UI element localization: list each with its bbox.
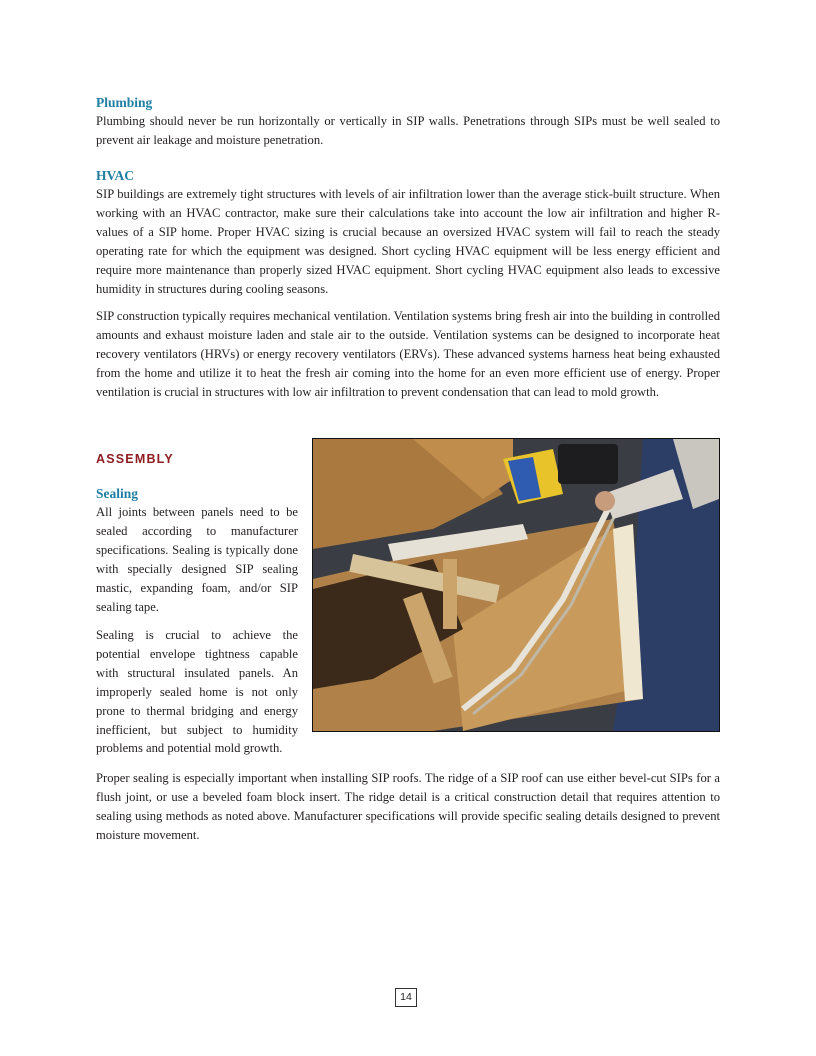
sip-roof-sealing-photo (312, 438, 720, 732)
photo-illustration (313, 439, 719, 731)
sealing-heading: Sealing (96, 486, 139, 501)
plumbing-heading: Plumbing (96, 95, 153, 110)
hvac-heading: HVAC (96, 168, 135, 183)
assembly-heading: ASSEMBLY (96, 452, 174, 466)
hvac-paragraph-2: SIP construction typically requires mechanical ventilation. Ventilation systems bring fresh air into the building in controlled amounts and exhaust moisture laden and stale air to the outside. Ventilation systems can be designed to incorporate heat recovery ventilators (HRVs) or energy recovery ventilators (ERVs). These advanced systems harness heat being exhausted from the home and utilize it to heat the fresh air coming into the home for an even more efficient use of energy. Proper ventilation is crucial in structures with low air infiltration to prevent condensation that can lead to mold growth. (96, 309, 720, 399)
sealing-paragraph-3: Proper sealing is especially important when installing SIP roofs. The ridge of a SIP roof can use either bevel-cut SIPs for a flush joint, or use a beveled foam block insert. The ridge detail is a critical construction detail that requires attention to sealing using methods as noted above. Manufacturer specifications will provide specific sealing details designed to prevent moisture movement. (96, 771, 720, 842)
sealing-paragraph-2: Sealing is crucial to achieve the potential envelope tightness capable with structural insulated panels. An improperly sealed home is not only prone to thermal bridging and energy inefficient, but subject to humidity problems and potential mold growth. (96, 628, 298, 756)
hvac-paragraph-1: SIP buildings are extremely tight structures with levels of air infiltration lower than the average stick-built structure. When working with an HVAC contractor, make sure their calculations take into account the low air infiltration and higher R-values of a SIP home. Proper HVAC sizing is crucial because an oversized HVAC system will fail to reach the steady operating rate for which the equipment was designed. Short cycling HVAC equipment will be less energy efficient and require more maintenance than properly sized HVAC equipment. Short cycling HVAC equipment also leads to excessive humidity in structures during cooling seasons. (96, 187, 720, 296)
plumbing-paragraph: Plumbing should never be run horizontally or vertically in SIP walls. Penetrations through SIPs must be well sealed to prevent air leakage and moisture penetration. (96, 114, 720, 147)
sealing-paragraph-1: All joints between panels need to be sealed according to manufacturer specifications. Sealing is typically done with specially designed SIP sealing mastic, expanding foam, and/or SIP sealing tape. (96, 505, 298, 614)
page-number: 14 (395, 988, 417, 1007)
